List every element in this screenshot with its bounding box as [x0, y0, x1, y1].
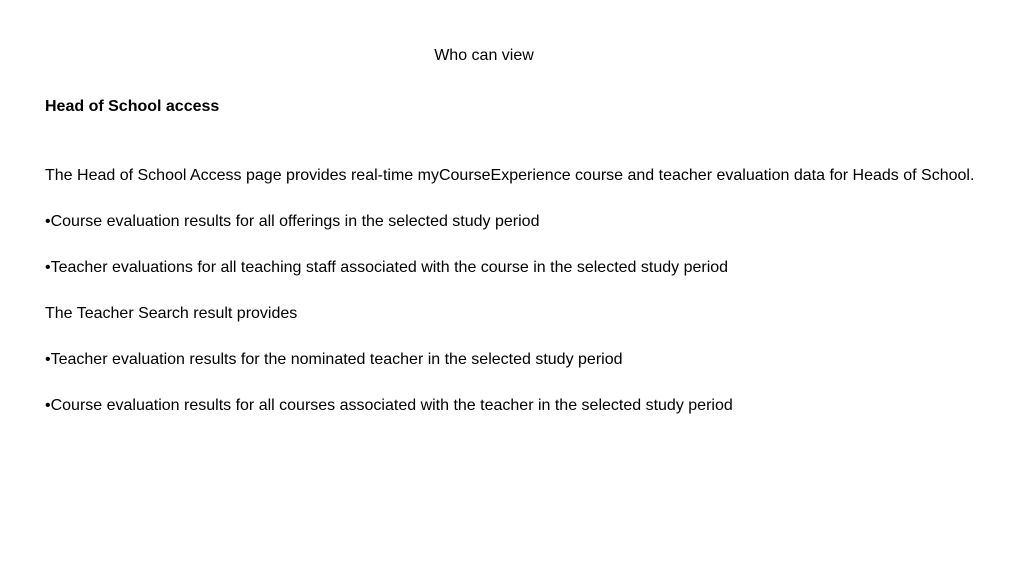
- intro-paragraph: The Head of School Access page provides real-time myCourseExperience course and teacher evaluation data for Heads of School.: [45, 167, 975, 184]
- slide-title: Who can view: [434, 47, 534, 64]
- teacher-search-intro: The Teacher Search result provides: [45, 305, 298, 322]
- slide-body: [45, 95, 980, 440]
- section-heading: Head of School access: [45, 98, 220, 115]
- bullet-item: •Teacher evaluation results for the nominated teacher in the selected study period: [45, 351, 623, 368]
- bullet-item: •Teacher evaluations for all teaching staff associated with the course in the selected study period: [45, 259, 729, 276]
- bullet-item: •Course evaluation results for all offerings in the selected study period: [45, 213, 540, 230]
- bullet-item: •Course evaluation results for all courses associated with the teacher in the selected study period: [45, 397, 733, 414]
